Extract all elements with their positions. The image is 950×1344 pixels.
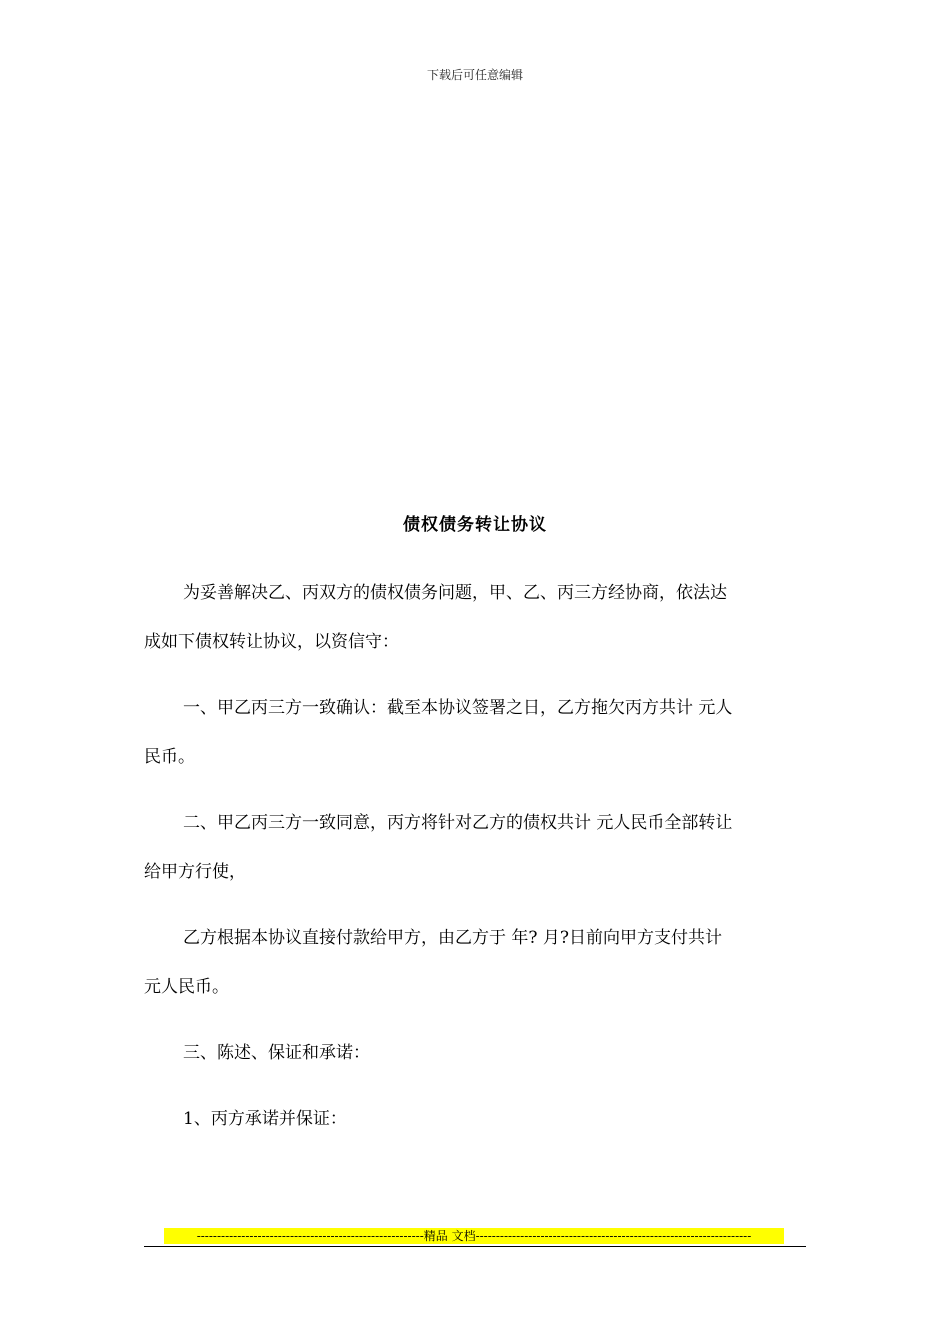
clause-3-item-1: 1、丙方承诺并保证： [183, 1109, 347, 1129]
clause-1-line-2: 民币。 [144, 747, 195, 767]
clause-3-heading: 三、陈述、保证和承诺： [183, 1043, 370, 1063]
document-title: 债权债务转让协议 [403, 515, 547, 535]
paragraph-intro-line-2: 成如下债权转让协议，以资信守： [144, 632, 399, 652]
payment-line-2: 元人民币。 [144, 977, 229, 997]
footer-divider [144, 1246, 806, 1247]
footer-banner: --------------------------------------------------------精品 文档-------------------------------------------------------------------- [164, 1228, 784, 1244]
clause-2-line-1: 二、甲乙丙三方一致同意，丙方将针对乙方的债权共计 元人民币全部转让 [183, 813, 733, 833]
clause-1-line-1: 一、甲乙丙三方一致确认：截至本协议签署之日，乙方拖欠丙方共计 元人 [183, 698, 733, 718]
paragraph-intro-line-1: 为妥善解决乙、丙双方的债权债务问题，甲、乙、丙三方经协商，依法达 [183, 583, 727, 603]
clause-2-line-2: 给甲方行使， [144, 862, 246, 882]
payment-line-1: 乙方根据本协议直接付款给甲方，由乙方于 年? 月?日前向甲方支付共计 [183, 928, 723, 948]
page-header: 下载后可任意编辑 [426, 68, 523, 82]
